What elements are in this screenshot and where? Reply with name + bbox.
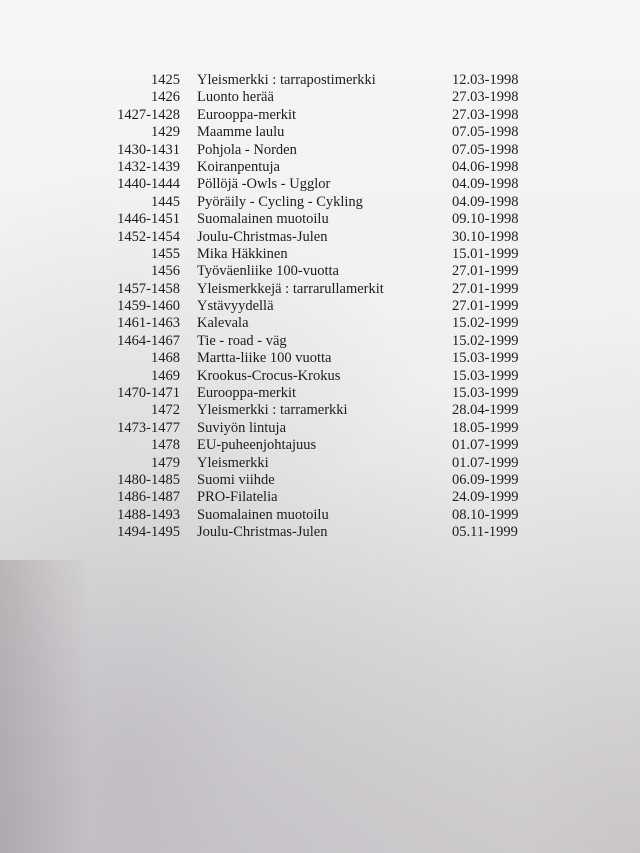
stamp-title: Tie - road - väg	[197, 332, 287, 349]
list-item	[0, 402, 640, 419]
stamp-title: Suomalainen muotoilu	[197, 211, 329, 228]
list-item	[0, 489, 640, 506]
stamp-title: Ystävyydellä	[197, 298, 274, 315]
issue-date: 27.01-1999	[452, 263, 519, 280]
stamp-title: Krookus-Crocus-Krokus	[197, 367, 341, 384]
stamp-number: 1486-1487	[117, 489, 180, 506]
stamp-title: Kalevala	[197, 315, 249, 332]
stamp-title: EU-puheenjohtajuus	[197, 437, 317, 454]
stamp-title: Eurooppa-merkit	[197, 385, 297, 402]
stamp-number: 1432-1439	[117, 158, 180, 175]
list-item	[0, 350, 640, 367]
list-item	[0, 281, 640, 298]
list-item	[0, 472, 640, 489]
issue-date: 15.02-1999	[452, 315, 519, 332]
list-item	[0, 176, 640, 193]
stamp-title: PRO-Filatelia	[197, 489, 278, 506]
issue-date: 04.09-1998	[452, 176, 519, 193]
issue-date: 01.07-1999	[452, 454, 519, 471]
stamp-title: Yleismerkkejä : tarrarullamerkit	[197, 280, 384, 297]
stamp-title: Pöllöjä -Owls - Ugglor	[197, 176, 331, 193]
stamp-number: 1457-1458	[117, 280, 180, 297]
stamp-title: Suomalainen muotoilu	[197, 506, 329, 523]
stamp-title: Suviyön lintuja	[197, 419, 287, 436]
stamp-title: Pyöräily - Cycling - Cykling	[197, 193, 363, 210]
issue-date: 18.05-1999	[452, 419, 519, 436]
stamp-title: Maamme laulu	[197, 124, 285, 141]
list-item	[0, 507, 640, 524]
stamp-number: 1468	[151, 350, 180, 367]
stamp-issue-list	[0, 72, 640, 542]
stamp-title: Suomi viihde	[197, 471, 275, 488]
list-item	[0, 107, 640, 124]
issue-date: 15.03-1999	[452, 385, 519, 402]
stamp-title: Luonto herää	[197, 89, 274, 106]
issue-date: 05.11-1999	[452, 524, 518, 541]
list-item	[0, 437, 640, 454]
stamp-title: Joulu-Christmas-Julen	[197, 228, 328, 245]
page-shadow	[0, 560, 90, 853]
stamp-number: 1456	[151, 263, 180, 280]
stamp-number: 1425	[151, 72, 180, 88]
list-item	[0, 420, 640, 437]
stamp-number: 1472	[151, 402, 180, 419]
list-item	[0, 194, 640, 211]
stamp-number: 1464-1467	[117, 332, 180, 349]
issue-date: 27.01-1999	[452, 298, 519, 315]
stamp-title: Joulu-Christmas-Julen	[197, 524, 328, 541]
list-item	[0, 229, 640, 246]
stamp-number: 1488-1493	[117, 506, 180, 523]
issue-date: 12.03-1998	[452, 72, 519, 88]
issue-date: 07.05-1998	[452, 124, 519, 141]
stamp-number: 1446-1451	[117, 211, 180, 228]
list-item	[0, 72, 640, 89]
list-item	[0, 246, 640, 263]
issue-date: 08.10-1999	[452, 506, 519, 523]
list-item	[0, 124, 640, 141]
list-item	[0, 455, 640, 472]
stamp-number: 1461-1463	[117, 315, 180, 332]
issue-date: 06.09-1999	[452, 471, 519, 488]
list-item	[0, 385, 640, 402]
stamp-title: Yleismerkki	[197, 454, 269, 471]
stamp-number: 1455	[151, 245, 180, 262]
issue-date: 28.04-1999	[452, 402, 519, 419]
issue-date: 01.07-1999	[452, 437, 519, 454]
list-item	[0, 142, 640, 159]
list-item	[0, 368, 640, 385]
issue-date: 15.03-1999	[452, 367, 519, 384]
list-item	[0, 263, 640, 280]
list-item	[0, 524, 640, 541]
stamp-number: 1473-1477	[117, 419, 180, 436]
issue-date: 07.05-1998	[452, 141, 519, 158]
stamp-number: 1427-1428	[117, 106, 180, 123]
issue-date: 09.10-1998	[452, 211, 519, 228]
issue-date: 27.03-1998	[452, 89, 519, 106]
stamp-title: Eurooppa-merkit	[197, 106, 297, 123]
issue-date: 04.09-1998	[452, 193, 519, 210]
stamp-title: Yleismerkki : tarramerkki	[197, 402, 348, 419]
stamp-number: 1440-1444	[117, 176, 180, 193]
issue-date: 27.03-1998	[452, 106, 519, 123]
stamp-title: Yleismerkki : tarrapostimerkki	[197, 72, 376, 88]
issue-date: 27.01-1999	[452, 280, 519, 297]
stamp-number: 1429	[151, 124, 180, 141]
list-item	[0, 298, 640, 315]
stamp-number: 1480-1485	[117, 471, 180, 488]
stamp-number: 1478	[151, 437, 180, 454]
stamp-title: Pohjola - Norden	[197, 141, 297, 158]
list-item	[0, 333, 640, 350]
list-item	[0, 159, 640, 176]
stamp-title: Mika Häkkinen	[197, 245, 288, 262]
issue-date: 30.10-1998	[452, 228, 519, 245]
list-item	[0, 211, 640, 228]
stamp-number: 1494-1495	[117, 524, 180, 541]
issue-date: 15.01-1999	[452, 245, 519, 262]
issue-date: 04.06-1998	[452, 158, 519, 175]
issue-date: 15.03-1999	[452, 350, 519, 367]
stamp-number: 1469	[151, 367, 180, 384]
stamp-title: Työväenliike 100-vuotta	[197, 263, 339, 280]
list-item	[0, 89, 640, 106]
stamp-number: 1479	[151, 454, 180, 471]
stamp-number: 1459-1460	[117, 298, 180, 315]
issue-date: 15.02-1999	[452, 332, 519, 349]
issue-date: 24.09-1999	[452, 489, 519, 506]
stamp-number: 1426	[151, 89, 180, 106]
stamp-number: 1452-1454	[117, 228, 180, 245]
stamp-title: Koiranpentuja	[197, 158, 280, 175]
stamp-title: Martta-liike 100 vuotta	[197, 350, 332, 367]
stamp-number: 1470-1471	[117, 385, 180, 402]
stamp-number: 1445	[151, 193, 180, 210]
list-item	[0, 315, 640, 332]
stamp-number: 1430-1431	[117, 141, 180, 158]
